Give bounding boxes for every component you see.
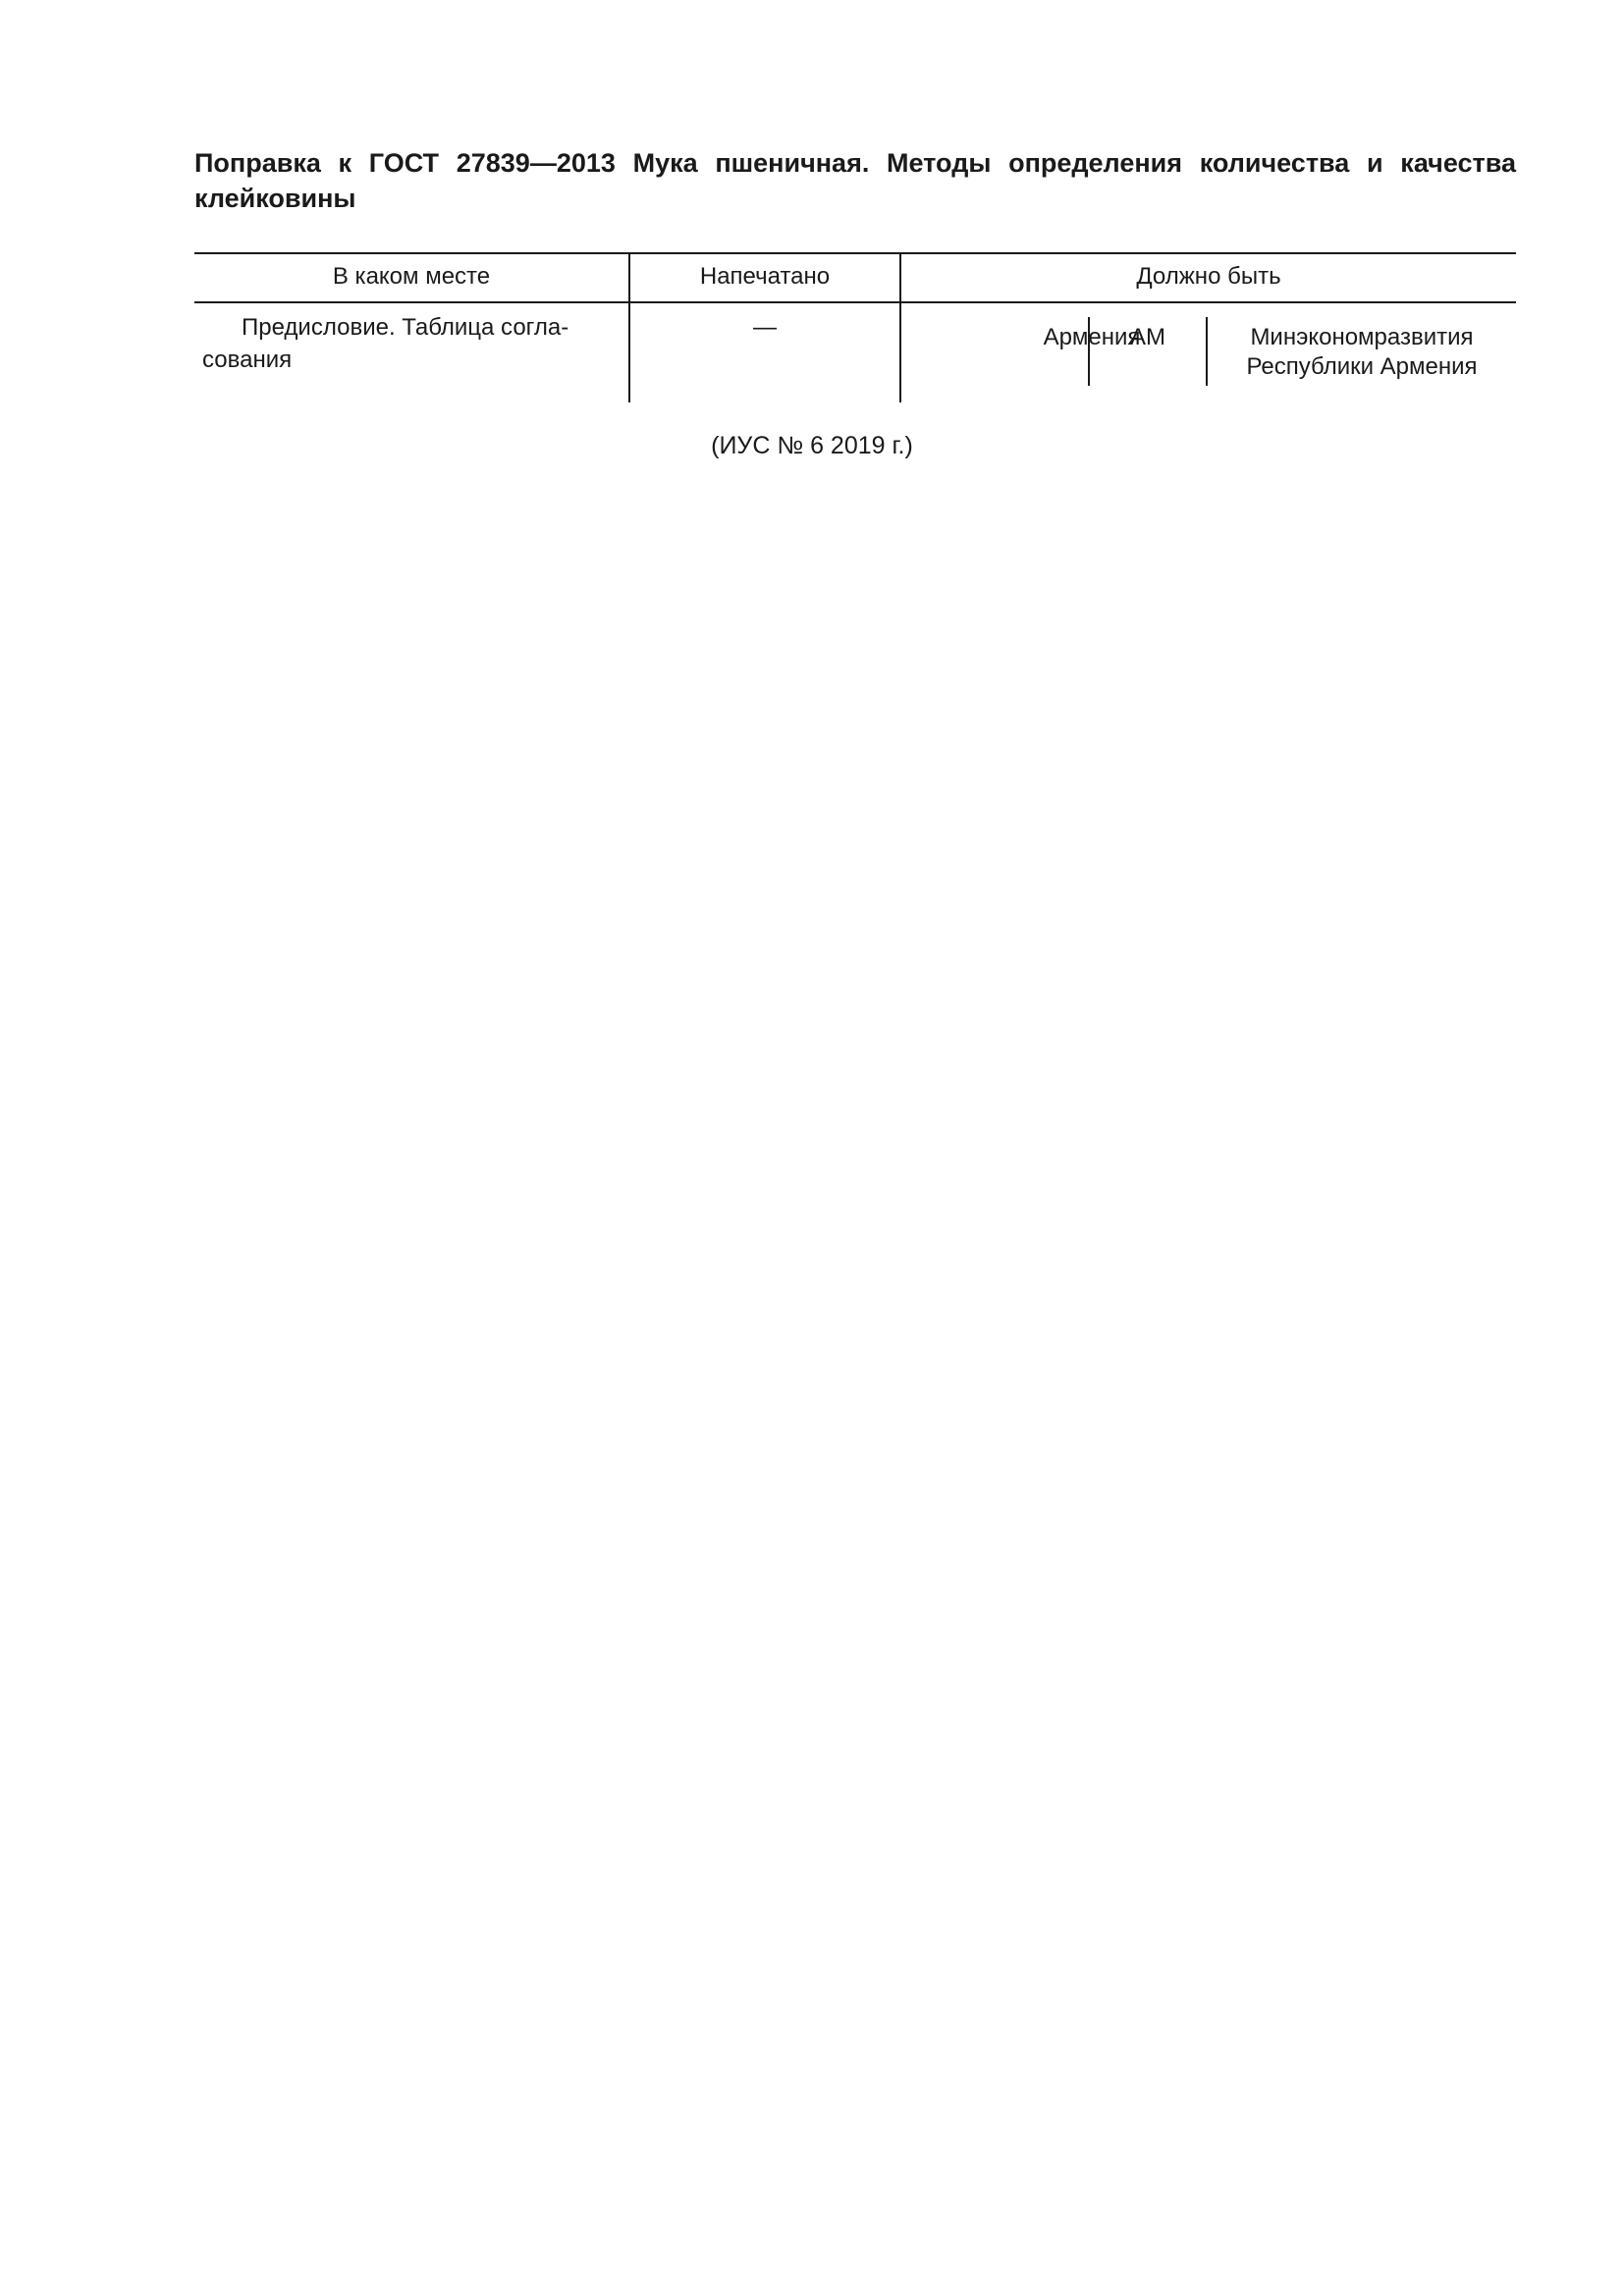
cell-place-line2: сования — [202, 347, 293, 373]
document-title: Поправка к ГОСТ 27839—2013 Мука пшеничная. Методы определения количества и качества клейковины — [194, 148, 1516, 213]
cell-code: AM — [1130, 324, 1165, 350]
header-place: В каком месте — [332, 263, 491, 290]
table-header-rule — [194, 301, 1516, 303]
header-printed: Напечатано — [699, 263, 831, 290]
issue-reference: (ИУС № 6 2019 г.) — [711, 432, 913, 459]
cell-agency-line2: Республики Армения — [1246, 353, 1478, 380]
cell-printed: — — [753, 314, 777, 341]
table-top-rule — [194, 252, 1516, 254]
header-should-be: Должно быть — [1136, 263, 1281, 290]
cell-place-line1: Предисловие. Таблица согла- — [242, 314, 569, 341]
cell-agency-line1: Минэкономразвития — [1250, 324, 1474, 350]
cell-country: Армения — [1043, 324, 1141, 350]
